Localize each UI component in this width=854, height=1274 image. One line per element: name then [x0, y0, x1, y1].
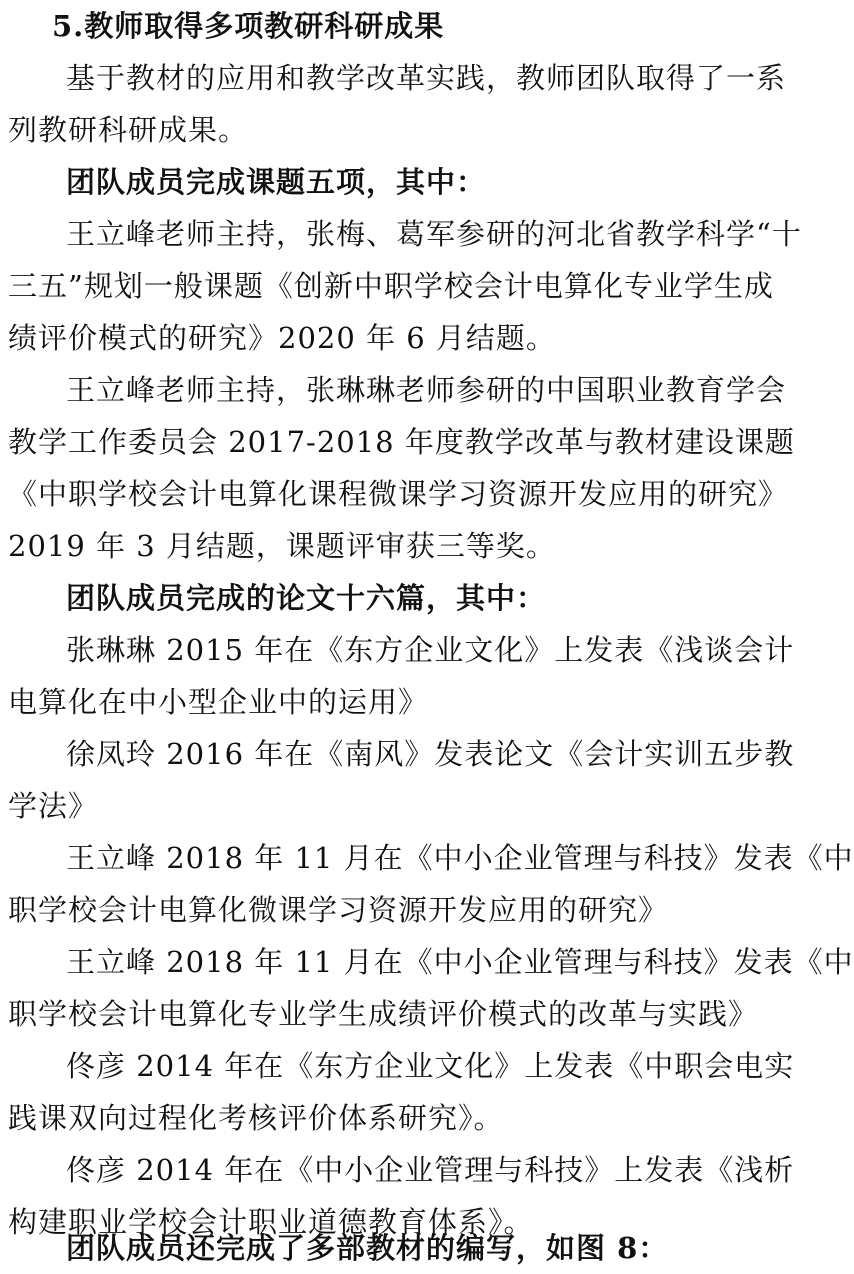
paragraph-line: 2019 年 3 月结题，课题评审获三等奖。 [8, 529, 556, 563]
paragraph-line: 职学校会计电算化微课学习资源开发应用的研究》 [8, 893, 669, 927]
paragraph-line: 王立峰 2018 年 11 月在《中小企业管理与科技》发表《中 [66, 841, 854, 875]
paragraph-line: 基于教材的应用和教学改革实践，教师团队取得了一系 [66, 61, 787, 95]
paragraph-line: 徐凤玲 2016 年在《南风》发表论文《会计实训五步教 [66, 737, 795, 771]
paragraph-line: 佟彦 2014 年在《中小企业管理与科技》上发表《浅析 [66, 1153, 795, 1187]
subheading-line: 团队成员还完成了多部教材的编写，如图 8： [66, 1231, 669, 1265]
paragraph-line: 王立峰老师主持，张梅、葛军参研的河北省教学科学“十 [66, 217, 802, 251]
paragraph-line: 佟彦 2014 年在《东方企业文化》上发表《中职会电实 [66, 1049, 795, 1083]
paragraph-line: 《中职学校会计电算化课程微课学习资源开发应用的研究》 [8, 477, 789, 511]
paragraph-line: 教学工作委员会 2017-2018 年度教学改革与教材建设课题 [8, 425, 795, 459]
paragraph-line: 职学校会计电算化专业学生成绩评价模式的改革与实践》 [8, 997, 759, 1031]
paragraph-line: 三五”规划一般课题《创新中职学校会计电算化专业学生成 [8, 269, 774, 303]
paragraph-line: 绩评价模式的研究》2020 年 6 月结题。 [8, 321, 556, 355]
paragraph-line: 王立峰老师主持，张琳琳老师参研的中国职业教育学会 [66, 373, 787, 407]
paragraph-line: 践课双向过程化考核评价体系研究》。 [8, 1101, 504, 1135]
subheading-line: 团队成员完成的论文十六篇，其中： [66, 581, 547, 615]
paragraph-line: 张琳琳 2015 年在《东方企业文化》上发表《浅谈会计 [66, 633, 795, 667]
paragraph-line: 构建职业学校会计职业道德教育体系》。 [8, 1205, 534, 1239]
subheading-line: 团队成员完成课题五项，其中： [66, 165, 487, 199]
paragraph-line: 电算化在中小型企业中的运用》 [8, 685, 429, 719]
paragraph-line: 王立峰 2018 年 11 月在《中小企业管理与科技》发表《中 [66, 945, 854, 979]
section-heading: 5.教师取得多项教研科研成果 [52, 9, 445, 43]
paragraph-line: 列教研科研成果。 [8, 113, 249, 147]
paragraph-line: 学法》 [8, 789, 99, 823]
